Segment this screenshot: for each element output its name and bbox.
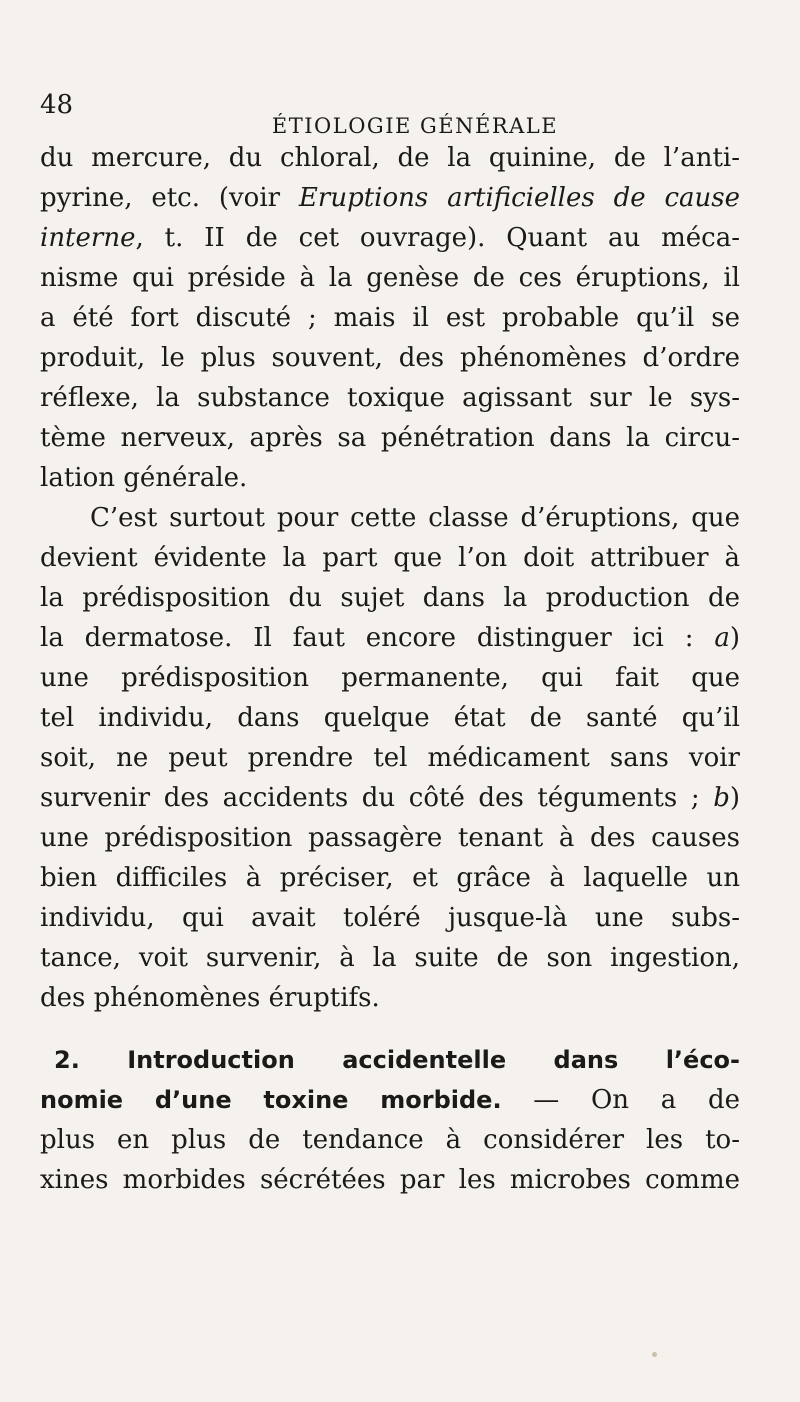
text-line [40,778,740,818]
text-line: bien difficiles à préciser, et grâce à laquelle un [40,863,740,893]
text-line [40,178,740,218]
text-span: ) [729,623,740,653]
text-line: lation générale. [40,463,248,493]
text-span: survenir des accidents du côté des téguments ; [40,783,714,813]
italic-title: interne [40,223,136,253]
text-line: tance, voit survenir, à la suite de son ingestion, [40,943,740,973]
body-text [40,138,740,1200]
text-line: xines morbides sécrétées par les microbes comme [40,1165,740,1195]
text-line: une prédisposition passagère tenant à des causes [40,823,740,853]
italic-title: Eruptions artificielles de cause [298,183,740,213]
text-span: , t. II de cet ouvrage). Quant au méca- [135,223,740,253]
text-line [40,1080,740,1120]
text-line: devient évidente la part que l’on doit attribuer à [40,543,740,573]
text-line: nisme qui préside à la genèse de ces éruptions, il [40,263,740,293]
text-line: individu, qui avait toléré jusque-là une subs- [40,903,740,933]
text-span: pyrine, etc. (voir [40,183,299,213]
text-span: la dermatose. Il faut encore distinguer ici : [40,623,715,653]
paragraph-2 [40,498,740,1018]
text-line: C’est surtout pour cette classe d’éruptions, que [90,503,740,533]
text-line [40,618,740,658]
paragraph-1 [40,138,740,498]
text-span: ) [729,783,740,813]
text-line [40,218,740,258]
text-line: tème nerveux, après sa pénétration dans la circu- [40,423,740,453]
running-title: ÉTIOLOGIE GÉNÉRALE [271,114,559,138]
text-line: réflexe, la substance toxique agissant sur le sys- [40,383,740,413]
text-line: une prédisposition permanente, qui fait que [40,663,740,693]
text-line: produit, le plus souvent, des phénomènes d’ordre [40,343,740,373]
text-line: soit, ne peut prendre tel médicament sans voir [40,743,740,773]
text-line: la prédisposition du sujet dans la production de [40,583,740,613]
text-line: plus en plus de tendance à considérer les to- [40,1125,740,1155]
section-2 [40,1040,740,1200]
list-marker: b [713,783,730,813]
text-line: du mercure, du chloral, de la quinine, de l’anti- [40,143,740,173]
text-span: — On a de [501,1085,740,1115]
list-marker: a [714,623,730,653]
text-line: des phénomènes éruptifs. [40,983,380,1013]
section-heading: 2. Introduction accidentelle dans l’éco- [54,1046,740,1074]
section-heading: nomie d’une toxine morbide. [40,1086,502,1114]
text-line: tel individu, dans quelque état de santé qu’il [40,703,740,733]
page-number: 48 [40,90,74,120]
speck-mark [652,1352,657,1357]
text-line: a été fort discuté ; mais il est probable qu’il se [40,303,740,333]
